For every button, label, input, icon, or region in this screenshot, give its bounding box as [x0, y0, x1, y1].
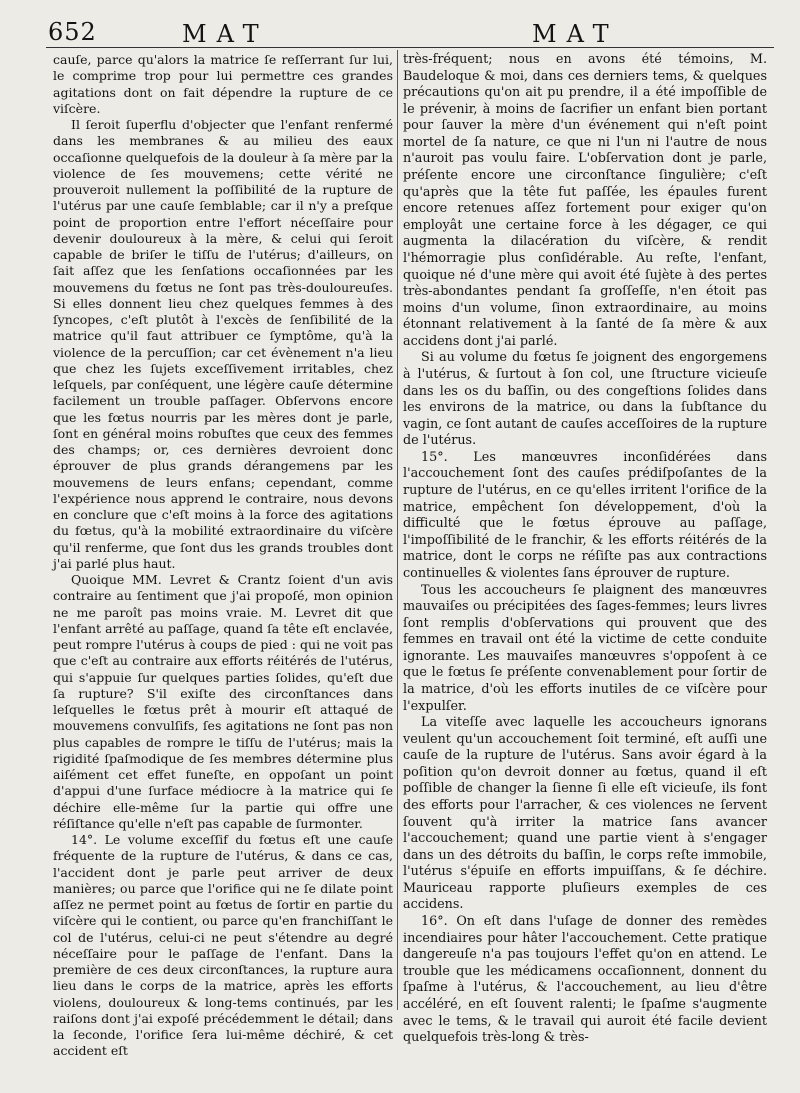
paragraph: Si au volume du fœtus ſe joignent des engorgemens à l'utérus, & ſurtout à ſon col, une ſtructure vicieuſe dans les os du baſſin, ou des congeſtions ſolides dans les environs de la matrice, ou dans la ſubſtance du vagin, ce ſont autant de cauſes acceſſoires de la rupture de l'utérus. — [403, 350, 767, 449]
page-number: 652 — [48, 18, 97, 46]
paragraph: Quoique MM. Levret & Crantz ſoient d'un avis contraire au ſentiment que j'ai propoſé, mon opinion ne me paroît pas moins vraie. M. Levret dit que l'enfant arrêté au paſſage, quand ſa tête eſt enclavée, peut rompre l'utérus à coups de pied : qui ne voit pas que c'eſt au contraire aux efforts réitérés de l'utérus, qui s'appuie ſur quelques parties ſolides, qu'eſt due ſa rupture? S'il exiſte des circonſtances dans leſquelles le fœtus prêt à mourir eſt attaqué de mouvemens convulſifs, ſes agitations ne ſont pas non plus capables de rompre le tiſſu de l'utérus; mais la rigidité ſpaſmodique de ſes membres détermine plus aiſément cet effet funeſte, en oppoſant un point d'appui d'une ſurface médiocre à la matrice qui ſe déchire elle-même ſur la partie qui offre une réſiſtance qu'elle n'eſt pas capable de ſurmonter. — [53, 572, 393, 831]
column-rule — [397, 50, 398, 1010]
paragraph: cauſe, parce qu'alors la matrice ſe reſſerrant ſur lui, le comprime trop pour lui permettre ces grandes agitations dont on fait dépendre la rupture de ce viſcère. — [53, 52, 393, 116]
paragraph: La viteſſe avec laquelle les accoucheurs ignorans veulent qu'un accouchement ſoit terminé, eſt auſſi une cauſe de la rupture de l'utérus. Sans avoir égard à la poſition qu'on devroit donner au fœtus, quand il eſt poſſible de changer la ſienne ſi elle eſt vicieuſe, ils font des efforts pour l'arracher, & ces violences ne ſervent ſouvent qu'à irriter la matrice ſans avancer l'accouchement; quand une partie vient à s'engager dans un des détroits du baſſin, le corps reſte immobile, l'utérus s'épuiſe en efforts impuiſſans, & ſe déchire. Mauriceau rapporte pluſieurs exemples de ces accidens. — [403, 715, 767, 913]
header-rule — [46, 47, 774, 48]
paragraph: Tous les accoucheurs ſe plaignent des manœuvres mauvaiſes ou précipitées des ſages-femmes; leurs livres ſont remplis d'obſervations qui prouvent que des femmes en travail ont été la victime de cette conduite ignorante. Les mauvaiſes manœuvres s'oppoſent à ce que le fœtus ſe préſente convenablement pour ſortir de la matrice, d'où les efforts inutiles de ce viſcère pour l'expulſer. — [403, 582, 767, 714]
paragraph: 15°. Les manœuvres inconſidérées dans l'accouchement ſont des cauſes prédiſpoſantes de la rupture de l'utérus, en ce qu'elles irritent l'orifice de la matrice, empêchent ſon développement, d'où la difficulté que le fœtus éprouve au paſſage, l'impoſſibilité de le franchir, & les efforts réitérés de la matrice, dont le corps ne réſiſte pas aux contractions continuelles & violentes ſans éprouver de rupture. — [403, 449, 767, 581]
running-head-right: MAT — [532, 20, 619, 48]
paragraph: Il ſeroit ſuperflu d'objecter que l'enfant renfermé dans les membranes & au milieu des eaux occaſionne quelquefois de la douleur à ſa mère par la violence de ſes mouvemens; cette vérité ne prouveroit nullement la poſſibilité de la rupture de l'utérus par une cauſe ſemblable; car il n'y a preſque point de proportion entre l'effort néceſſaire pour devenir douloureux à la mère, & celui qui ſeroit capable de briſer le tiſſu de l'utérus; d'ailleurs, on ſait aſſez que les ſenſations occaſionnées par les mouvemens du fœtus ne ſont pas très-douloureuſes. Si elles donnent lieu chez quelques femmes à des ſyncopes, c'eſt plutôt à l'excès de ſenſibilité de la matrice qu'il faut attribuer ce ſymptôme, qu'à la violence de la percuſſion; car cet évènement n'a lieu que chez les ſujets exceſſivement irritables, chez leſquels, par conſéquent, une légère cauſe détermine facilement un trouble paſſager. Obſervons encore que les fœtus nourris par les mères dont je parle, ſont en général moins robuſtes que ceux des femmes des champs; or, ces dernières devroient donc éprouver de plus grands dérangemens par les mouvemens de leurs enfans; cependant, comme l'expérience nous apprend le contraire, nous devons en conclure que c'eſt moins à la force des agitations du fœtus, qu'à la mobilité extraordinaire du viſcère qu'il renferme, que ſont dus les grands troubles dont j'ai parlé plus haut. — [53, 117, 393, 571]
left-column — [53, 52, 393, 1060]
paragraph: 16°. On eſt dans l'uſage de donner des remèdes incendiaires pour hâter l'accouchement. Cette pratique dangereuſe n'a pas toujours l'effet qu'on en attend. Le trouble que les médicamens occaſionnent, donnent du ſpaſme à l'utérus, & l'accouchement, au lieu d'être accéléré, en eſt ſouvent ralenti; le ſpaſme s'augmente avec le tems, & le travail qui auroit été facile devient quelquefois très-long & très- — [403, 914, 767, 1046]
paragraph: 14°. Le volume exceſſif du fœtus eſt une cauſe fréquente de la rupture de l'utérus, & dans ce cas, l'accident dont je parle peut arriver de deux manières; ou parce que l'orifice qui ne ſe dilate point aſſez ne permet point au fœtus de ſortir en partie du viſcère qui le contient, ou parce qu'en franchiſſant le col de l'utérus, celui-ci ne peut s'étendre au degré néceſſaire pour le paſſage de l'enfant. Dans la première de ces deux circonſtances, la rupture aura lieu dans le corps de la matrice, après les efforts violens, douloureux & long-tems continués, par les raiſons dont j'ai expoſé précédemment le détail; dans la ſeconde, l'orifice ſera lui-même déchiré, & cet accident eſt — [53, 832, 393, 1059]
paragraph: très-fréquent; nous en avons été témoins, M. Baudeloque & moi, dans ces derniers tems, & quelques précautions qu'on ait pu prendre, il a été impoſſible de le prévenir, à moins de ſacrifier un enfant bien portant pour ſauver la mère d'un événement qui n'eſt point mortel de ſa nature, ce que ni l'un ni l'autre de nous n'auroit pas voulu faire. L'obſervation dont je parle, préſente encore une circonſtance ſingulière; c'eſt qu'après que la tête fut paſſée, les épaules furent encore retenues aſſez fortement pour exiger qu'on employât une certaine force à les dégager, ce qui augmenta la dilacération du viſcère, & rendit l'hémorragie plus conſidérable. Au reſte, l'enfant, quoique né d'une mère qui avoit été ſujète à des pertes très-abondantes pendant ſa groſſeſſe, n'en étoit pas moins d'un volume, ſinon extraordinaire, au moins étonnant relativement à la ſanté de ſa mère & aux accidens dont j'ai parlé. — [403, 52, 767, 349]
right-column — [403, 52, 767, 1047]
running-head-left: MAT — [182, 20, 269, 48]
